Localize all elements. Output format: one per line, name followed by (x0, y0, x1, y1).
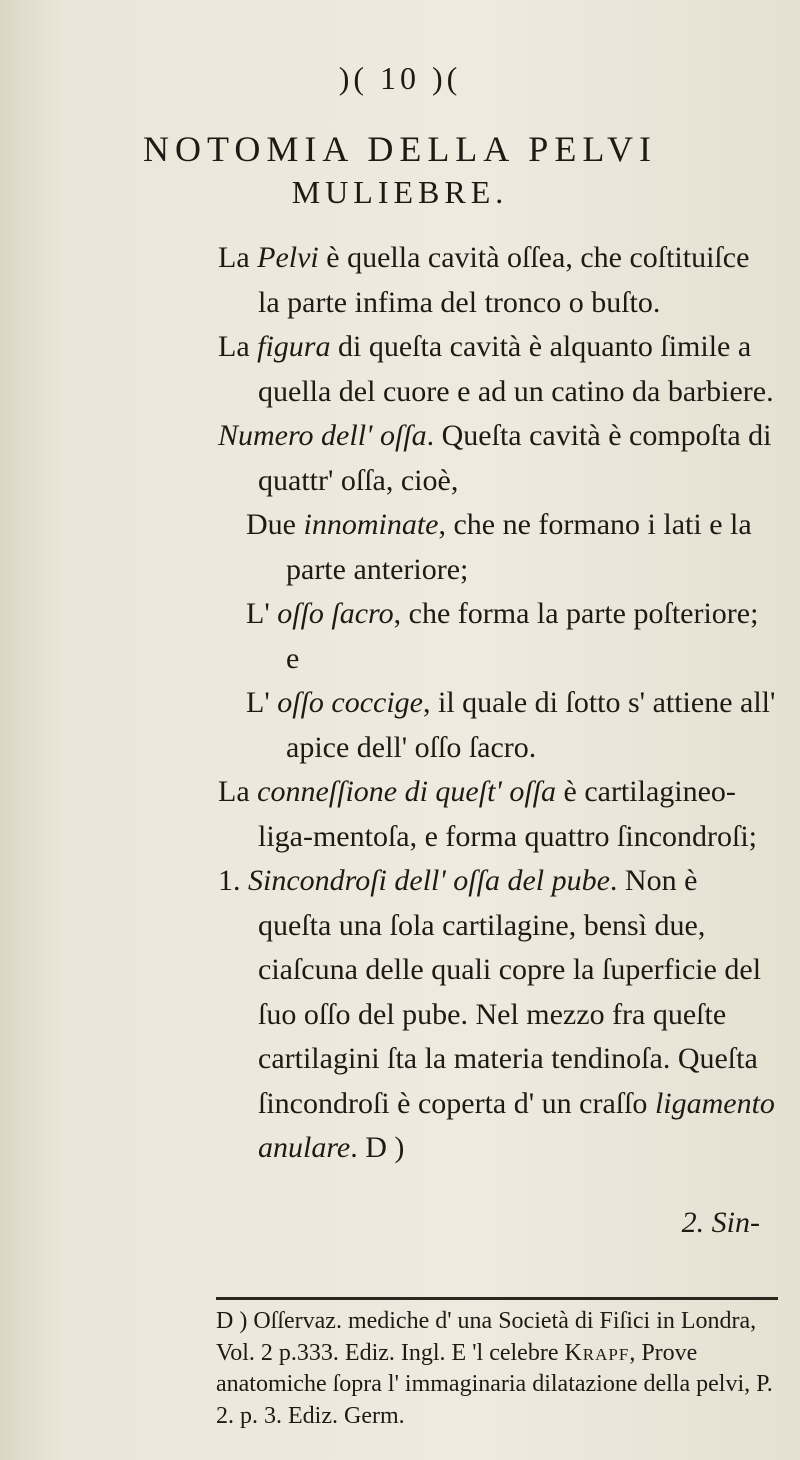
paragraph-sacro: L' oſſo ſacro, che forma la parte poſteriore; e (246, 597, 759, 675)
term-sacro: oſſo ſacro (277, 597, 394, 630)
body-text (218, 236, 778, 1275)
paragraph-text: . Non è queſta una ſola cartilagine, bensì due, ciaſcuna delle quali copre la ſuperficie del ſuo oſſo del pube. Nel mezzo fra queſte cartilagini ſta la materia tendinoſa. Queſta ſincondroſi è coperta d' un craſſo (258, 864, 762, 1120)
chapter-title: NOTOMIA DELLA PELVI (142, 129, 657, 169)
term-sincondrosi: Sincondroſi dell' oſſa del pube (248, 864, 610, 897)
paragraph-numero (218, 414, 778, 503)
footnote-text: D ) Oſſervaz. mediche d' una Società di Fiſici in Londra, Vol. 2 p.333. Ediz. Ingl. E 'l celebre Krapf, Prove anatomiche ſopra l' immaginaria dilatazione della pelvi, P. 2. p. 3. Ediz. Germ. (216, 1308, 773, 1429)
footnote (216, 1306, 782, 1432)
term-pelvi: Pelvi (257, 241, 319, 274)
paragraph-text: di queſta cavità è alquanto ſimile a quella del cuore e ad un catino da barbiere. (258, 330, 774, 408)
paragraph-coccige: L' oſſo coccige, il quale di ſotto s' attiene all' apice dell' oſſo ſacro. (246, 686, 776, 764)
paragraph-text: , il quale di ſotto s' attiene all' apice dell' oſſo ſacro. (286, 686, 776, 764)
term-figura: figura (257, 330, 331, 363)
page-number: )( 10 )( (338, 60, 462, 96)
paragraph-text: è cartilagineo-liga-mentoſa, e forma quattro ſincondroſi; (258, 775, 758, 853)
term-innominate: innominate (303, 508, 439, 541)
paragraph-connessione: La conneſſione di queſt' oſſa è cartilagineo-liga-mentoſa, e forma quattro ſincondroſi; (218, 775, 758, 853)
item-number: 1. (218, 864, 241, 897)
paragraph-sincondrosi (218, 859, 778, 1171)
chapter-subtitle: MULIEBRE. (291, 174, 509, 210)
term-ligamento: ligamento anulare (258, 1086, 775, 1164)
paragraph-pelvi: La Pelvi è quella cavità oſſea, che coſtituiſce la parte infima del tronco o buſto. (218, 241, 750, 319)
catchword: 2. Sin- (681, 1205, 760, 1239)
term-numero: Numero dell' oſſa (218, 419, 427, 452)
paragraph-text: è quella cavità oſſea, che coſtituiſce la parte infima del tronco o buſto. (258, 241, 750, 319)
footnote-marker: . D ) (350, 1131, 405, 1164)
paragraph-innominate: Due innominate, che ne formano i lati e la parte anteriore; (246, 508, 752, 586)
term-coccige: oſſo coccige (277, 686, 424, 719)
paragraph-text: , che forma la parte poſteriore; e (286, 597, 759, 675)
paragraph-figura: La figura di queſta cavità è alquanto ſimile a quella del cuore e ad un catino da barbiere. (218, 330, 774, 408)
footnote-author: Krapf (564, 1339, 630, 1366)
paragraph-text: . Queſta cavità è compoſta di quattr' oſſa, cioè, (258, 419, 772, 497)
term-connessione: conneſſione di queſt' oſſa (257, 775, 556, 808)
paragraph-text: , che ne formano i lati e la parte anteriore; (286, 508, 752, 586)
footnote-rule (216, 1297, 778, 1300)
